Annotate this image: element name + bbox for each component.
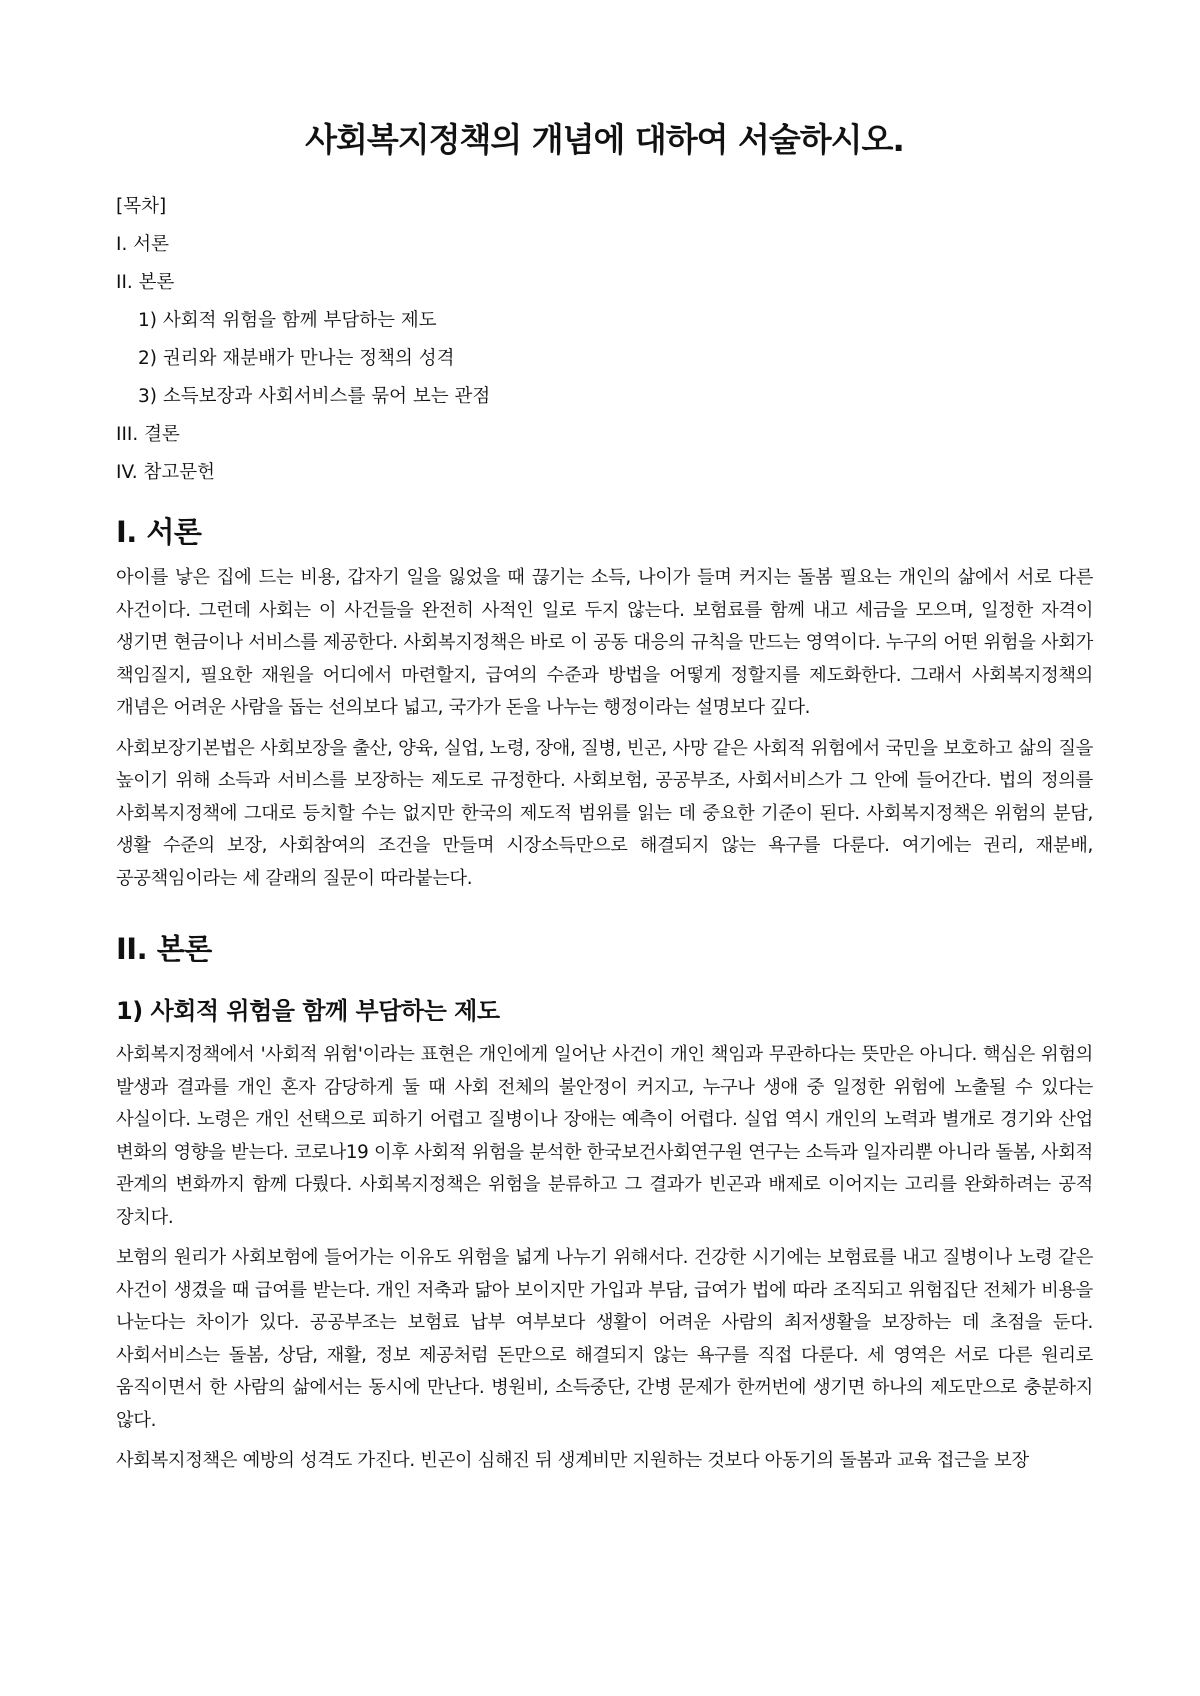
document-title: 사회복지정책의 개념에 대하여 서술하시오. xyxy=(305,120,904,159)
body-heading: II. 본론 xyxy=(116,932,212,966)
body-section xyxy=(116,925,1093,1478)
toc-item-intro: I. 서론 xyxy=(116,234,169,255)
toc-item-body-2: 2) 권리와 재분배가 만나는 정책의 성격 xyxy=(138,348,455,369)
body-paragraph-2: 보험의 원리가 사회보험에 들어가는 이유도 위험을 넓게 나누기 위해서다. 건강한 시기에는 보험료를 내고 질병이나 노령 같은 사건이 생겼을 때 급여를 받는다. 개인 저축과 닮아 보이지만 가입과 부담, 급여가 법에 따라 조직되고 위험집단 전체가 비용을 나눈다는 차이가 있다. 공공부조는 보험료 납부 여부보다 생활이 어려운 사람의 최저생활을 보장하는 데 초점을 둔다. 사회서비스는 돌봄, 상담, 재활, 정보 제공처럼 돈만으로 해결되지 않는 욕구를 직접 다룬다. 세 영역은 서로 다른 원리로 움직이면서 한 사람의 삶에서는 동시에 만난다. 병원비, 소득중단, 간병 문제가 한꺼번에 생기면 하나의 제도만으로 충분하지 않다. xyxy=(116,1247,1093,1431)
intro-section xyxy=(116,508,1093,895)
toc-item-body-3: 3) 소득보장과 사회서비스를 묶어 보는 관점 xyxy=(138,386,491,407)
body-paragraph-1: 사회복지정책에서 '사회적 위험'이라는 표현은 개인에게 일어난 사건이 개인 책임과 무관하다는 뜻만은 아니다. 핵심은 위험의 발생과 결과를 개인 혼자 감당하게 둘 때 사회 전체의 불안정이 커지고, 누구나 생애 중 일정한 위험에 노출될 수 있다는 사실이다. 노령은 개인 선택으로 피하기 어렵고 질병이나 장애는 예측이 어렵다. 실업 역시 개인의 노력과 별개로 경기와 산업 변화의 영향을 받는다. 코로나19 이후 사회적 위험을 분석한 한국보건사회연구원 연구는 소득과 일자리뿐 아니라 돌봄, 사회적 관계의 변화까지 함께 다뤘다. 사회복지정책은 위험을 분류하고 그 결과가 빈곤과 배제로 이어지는 고리를 완화하려는 공적 장치다. xyxy=(116,1044,1093,1228)
body-paragraph-3: 사회복지정책은 예방의 성격도 가진다. 빈곤이 심해진 뒤 생계비만 지원하는 것보다 아동기의 돌봄과 교육 접근을 보장 xyxy=(116,1450,1029,1471)
table-of-contents xyxy=(116,188,1093,492)
toc-item-body: II. 본론 xyxy=(116,272,175,293)
intro-heading: I. 서론 xyxy=(116,515,202,549)
body-subsection-1-heading: 1) 사회적 위험을 함께 부담하는 제도 xyxy=(116,997,500,1025)
toc-heading: [목차] xyxy=(116,196,167,217)
intro-paragraph-2: 사회보장기본법은 사회보장을 출산, 양육, 실업, 노령, 장애, 질병, 빈곤, 사망 같은 사회적 위험에서 국민을 보호하고 삶의 질을 높이기 위해 소득과 서비스를 보장하는 제도로 규정한다. 사회보험, 공공부조, 사회서비스가 그 안에 들어간다. 법의 정의를 사회복지정책에 그대로 등치할 수는 없지만 한국의 제도적 범위를 읽는 데 중요한 기준이 된다. 사회복지정책은 위험의 분담, 생활 수준의 보장, 사회참여의 조건을 만들며 시장소득만으로 해결되지 않는 욕구를 다룬다. 여기에는 권리, 재분배, 공공책임이라는 세 갈래의 질문이 따라붙는다. xyxy=(116,737,1093,889)
toc-item-conclusion: III. 결론 xyxy=(116,424,180,445)
toc-item-body-1: 1) 사회적 위험을 함께 부담하는 제도 xyxy=(138,310,437,331)
toc-list xyxy=(116,226,1093,492)
intro-paragraph-1: 아이를 낳은 집에 드는 비용, 갑자기 일을 잃었을 때 끊기는 소득, 나이가 들며 커지는 돌봄 필요는 개인의 삶에서 서로 다른 사건이다. 그런데 사회는 이 사건들을 완전히 사적인 일로 두지 않는다. 보험료를 함께 내고 세금을 모으며, 일정한 자격이 생기면 현금이나 서비스를 제공한다. 사회복지정책은 바로 이 공동 대응의 규칙을 만드는 영역이다. 누구의 어떤 위험을 사회가 책임질지, 필요한 재원을 어디에서 마련할지, 급여의 수준과 방법을 어떻게 정할지를 제도화한다. 그래서 사회복지정책의 개념은 어려운 사람을 돕는 선의보다 넓고, 국가가 돈을 나누는 행정이라는 설명보다 깊다. xyxy=(116,567,1093,718)
toc-item-references: IV. 참고문헌 xyxy=(116,462,215,483)
